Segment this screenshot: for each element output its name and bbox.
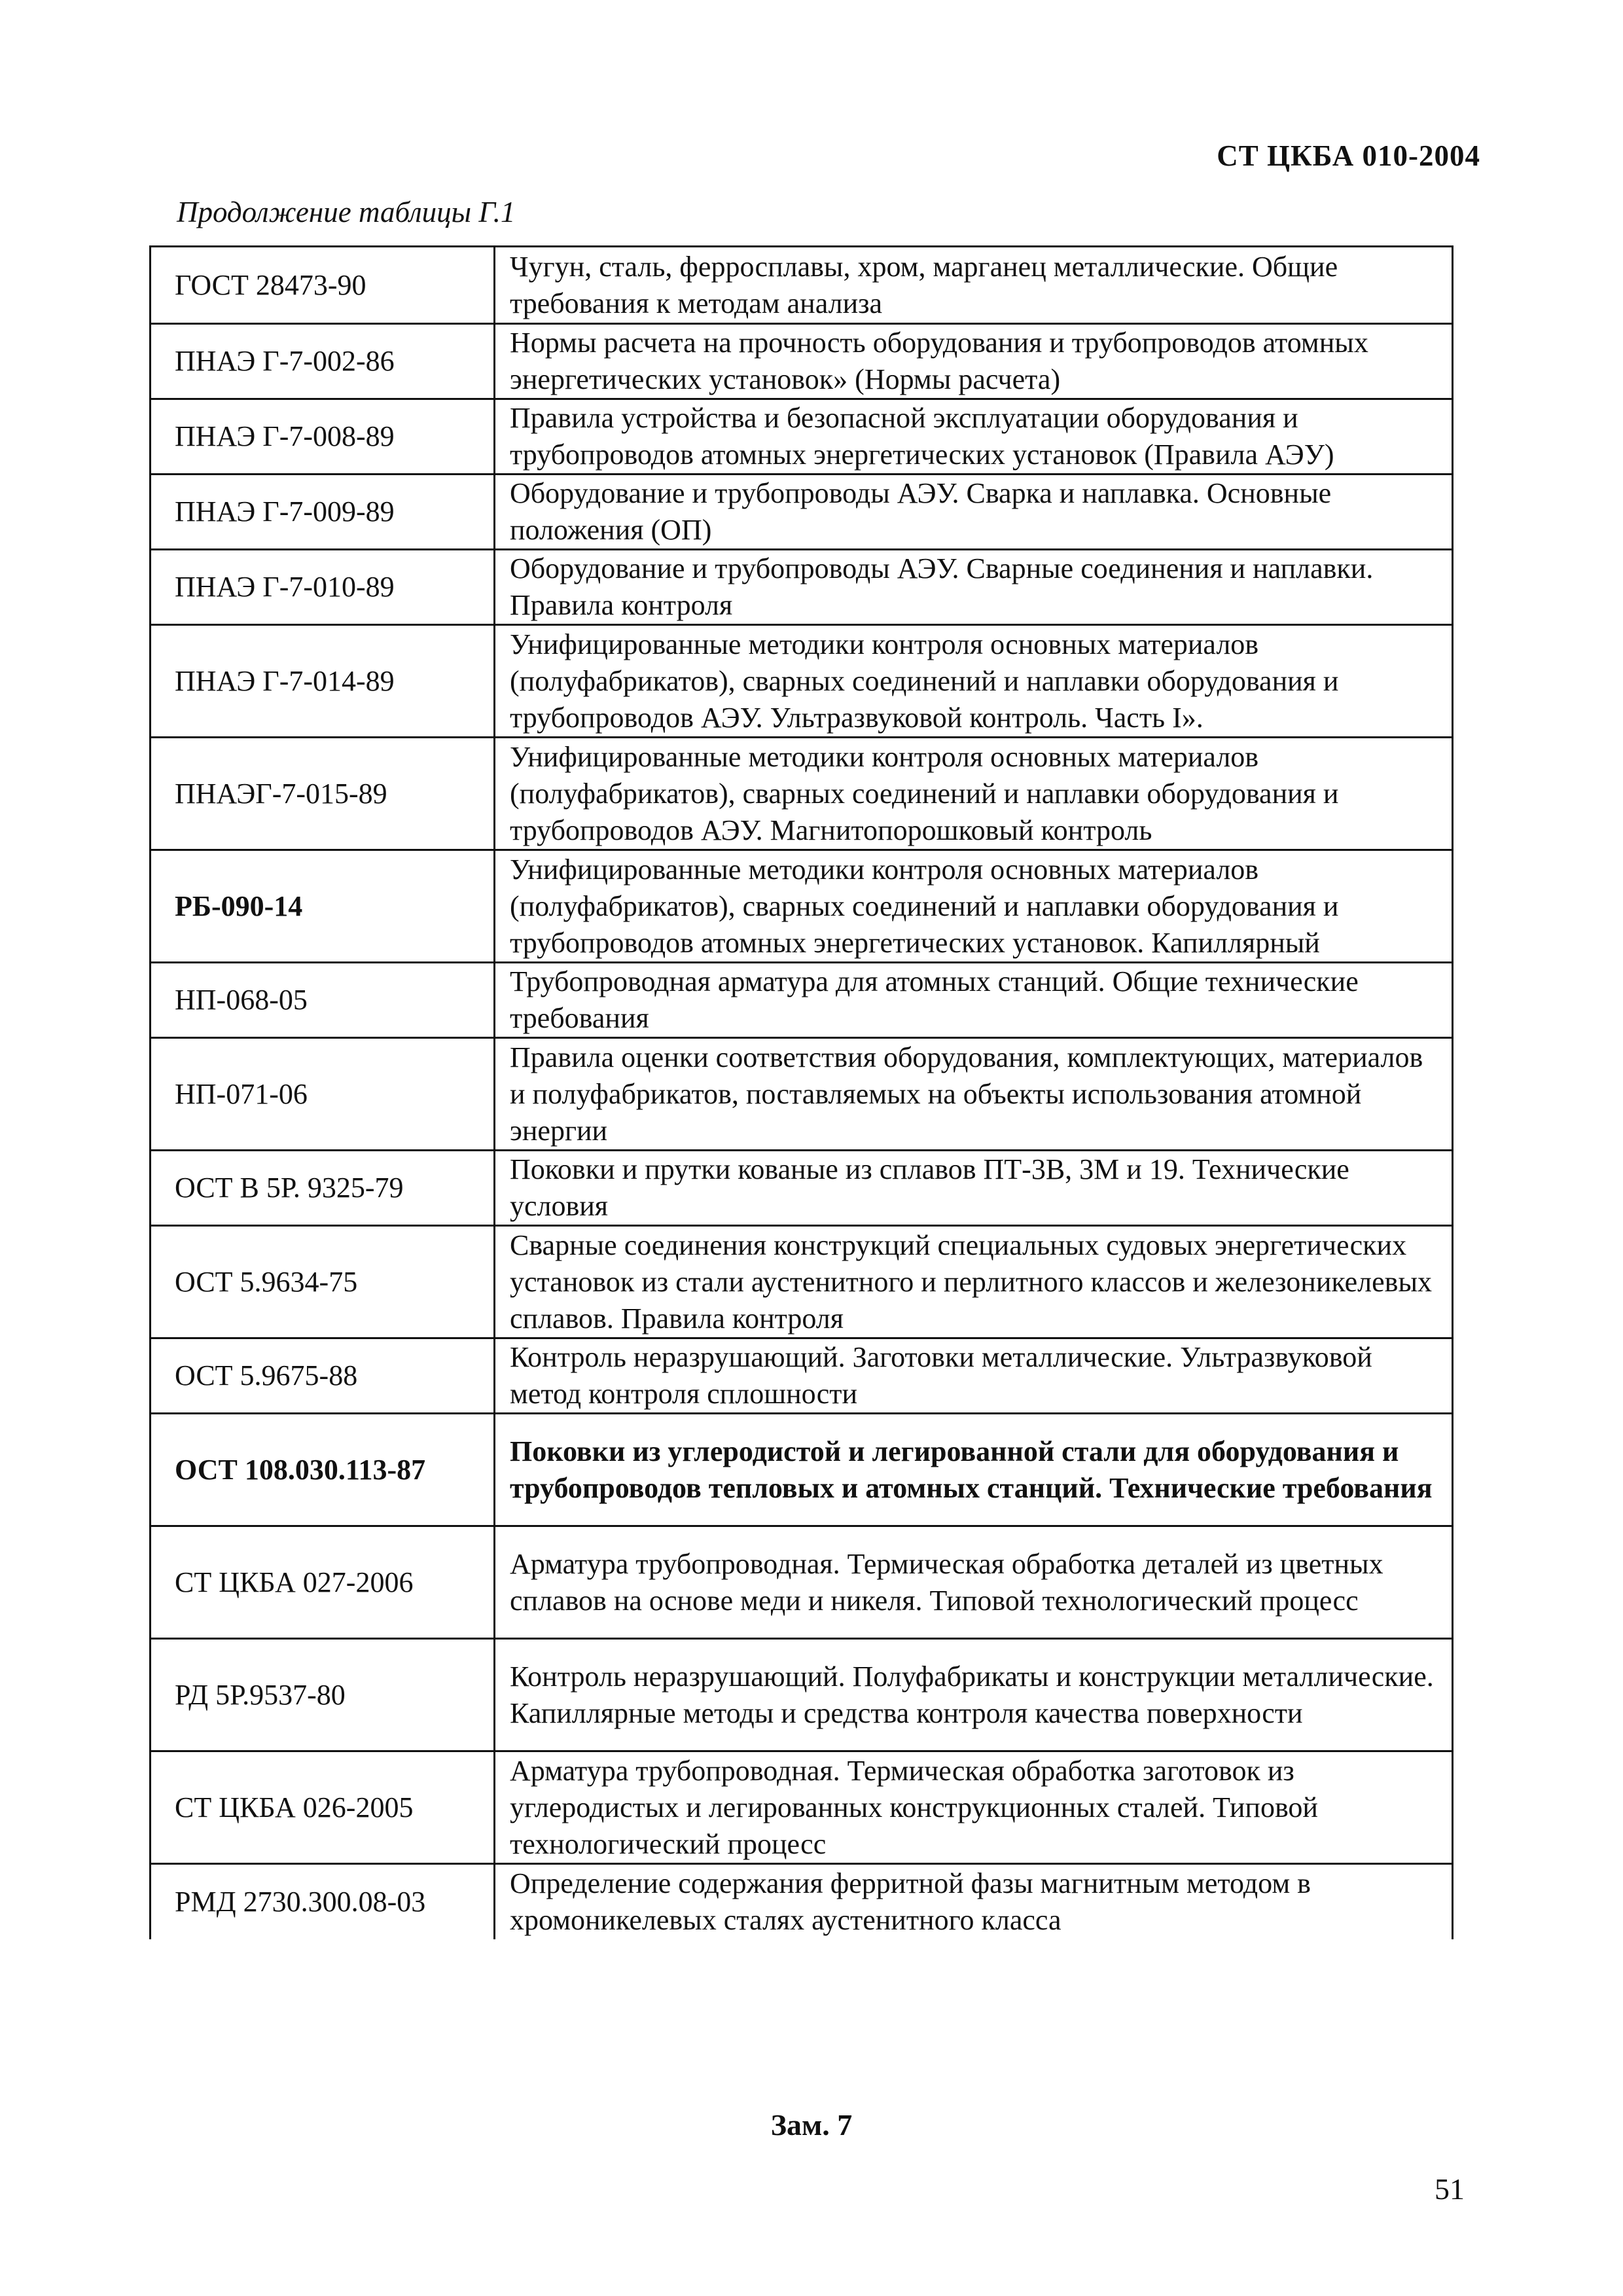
table-row: [151, 550, 1453, 625]
doc-title-cell: Сварные соединения конструкций специальных судовых энергетических установок из стали аустенитного и перлитного классов и железоникелевых сплавов. Правила контроля: [495, 1226, 1453, 1338]
doc-code-cell: ОСТ 108.030.113-87: [151, 1414, 495, 1526]
doc-title-cell: Унифицированные методики контроля основных материалов (полуфабрикатов), сварных соединений и наплавки оборудования и трубопроводов атомных энергетических установок. Капиллярный: [495, 850, 1453, 963]
table-row: [151, 1151, 1453, 1226]
table-row: [151, 1526, 1453, 1639]
table-row: [151, 1226, 1453, 1338]
table-row: [151, 247, 1453, 324]
doc-title-cell: Оборудование и трубопроводы АЭУ. Сварка и наплавка. Основные положения (ОП): [495, 475, 1453, 550]
doc-code-cell: ГОСТ 28473-90: [151, 247, 495, 324]
doc-code-cell: ПНАЭ Г-7-009-89: [151, 475, 495, 550]
table-row: [151, 324, 1453, 399]
doc-code-cell: РД 5Р.9537-80: [151, 1639, 495, 1751]
table-row: [151, 1338, 1453, 1414]
doc-code-cell: СТ ЦКБА 027-2006: [151, 1526, 495, 1639]
references-table: [149, 245, 1454, 1939]
doc-code-cell: ПНАЭ Г-7-002-86: [151, 324, 495, 399]
page-number: 51: [1435, 2172, 1465, 2206]
doc-code-cell: РБ-090-14: [151, 850, 495, 963]
doc-title-cell: Унифицированные методики контроля основных материалов (полуфабрикатов), сварных соединений и наплавки оборудования и трубопроводов АЭУ. Магнитопорошковый контроль: [495, 738, 1453, 850]
doc-code-cell: НП-068-05: [151, 963, 495, 1038]
table-row: [151, 399, 1453, 475]
doc-title-cell: Арматура трубопроводная. Термическая обработка деталей из цветных сплавов на основе меди и никеля. Типовой технологический процесс: [495, 1526, 1453, 1639]
table-row: [151, 1751, 1453, 1864]
doc-code-cell: ПНАЭ Г-7-008-89: [151, 399, 495, 475]
doc-title-cell: Поковки и прутки кованые из сплавов ПТ-3В, 3М и 19. Технические условия: [495, 1151, 1453, 1226]
doc-title-cell: Унифицированные методики контроля основных материалов (полуфабрикатов), сварных соединений и наплавки оборудования и трубопроводов АЭУ. Ультразвуковой контроль. Часть I».: [495, 625, 1453, 738]
table-row: [151, 1864, 1453, 1939]
doc-title-cell: Правила устройства и безопасной эксплуатации оборудования и трубопроводов атомных энергетических установок (Правила АЭУ): [495, 399, 1453, 475]
doc-title-cell: Контроль неразрушающий. Полуфабрикаты и конструкции металлические. Капиллярные методы и средства контроля качества поверхности: [495, 1639, 1453, 1751]
table-caption: Продолжение таблицы Г.1: [177, 196, 516, 228]
table-row: [151, 1414, 1453, 1526]
doc-title-cell: Поковки из углеродистой и легированной стали для оборудования и трубопроводов тепловых и атомных станций. Технические требования: [495, 1414, 1453, 1526]
doc-title-cell: Арматура трубопроводная. Термическая обработка заготовок из углеродистых и легированных конструкционных сталей. Типовой технологический процесс: [495, 1751, 1453, 1864]
amendment-note: Зам. 7: [770, 2108, 853, 2142]
doc-title-cell: Нормы расчета на прочность оборудования и трубопроводов атомных энергетических установок» (Нормы расчета): [495, 324, 1453, 399]
doc-code-cell: ПНАЭГ-7-015-89: [151, 738, 495, 850]
document-code: СТ ЦКБА 010-2004: [1217, 139, 1480, 172]
doc-code-cell: ПНАЭ Г-7-014-89: [151, 625, 495, 738]
table-row: [151, 1038, 1453, 1151]
doc-title-cell: Определение содержания ферритной фазы магнитным методом в хромоникелевых сталях аустенитного класса: [495, 1864, 1453, 1939]
doc-code-cell: ОСТ 5.9634-75: [151, 1226, 495, 1338]
table-row: [151, 850, 1453, 963]
table-row: [151, 475, 1453, 550]
doc-title-cell: Контроль неразрушающий. Заготовки металлические. Ультразвуковой метод контроля сплошности: [495, 1338, 1453, 1414]
doc-code-cell: НП-071-06: [151, 1038, 495, 1151]
doc-code-cell: ПНАЭ Г-7-010-89: [151, 550, 495, 625]
table-row: [151, 738, 1453, 850]
table-row: [151, 625, 1453, 738]
table-row: [151, 963, 1453, 1038]
doc-code-cell: ОСТ В 5Р. 9325-79: [151, 1151, 495, 1226]
doc-code-cell: РМД 2730.300.08-03: [151, 1864, 495, 1939]
doc-code-cell: СТ ЦКБА 026-2005: [151, 1751, 495, 1864]
doc-title-cell: Чугун, сталь, ферросплавы, хром, марганец металлические. Общие требования к методам анализа: [495, 247, 1453, 324]
doc-title-cell: Трубопроводная арматура для атомных станций. Общие технические требования: [495, 963, 1453, 1038]
table-row: [151, 1639, 1453, 1751]
doc-title-cell: Правила оценки соответствия оборудования, комплектующих, материалов и полуфабрикатов, поставляемых на объекты использования атомной энергии: [495, 1038, 1453, 1151]
doc-title-cell: Оборудование и трубопроводы АЭУ. Сварные соединения и наплавки. Правила контроля: [495, 550, 1453, 625]
doc-code-cell: ОСТ 5.9675-88: [151, 1338, 495, 1414]
